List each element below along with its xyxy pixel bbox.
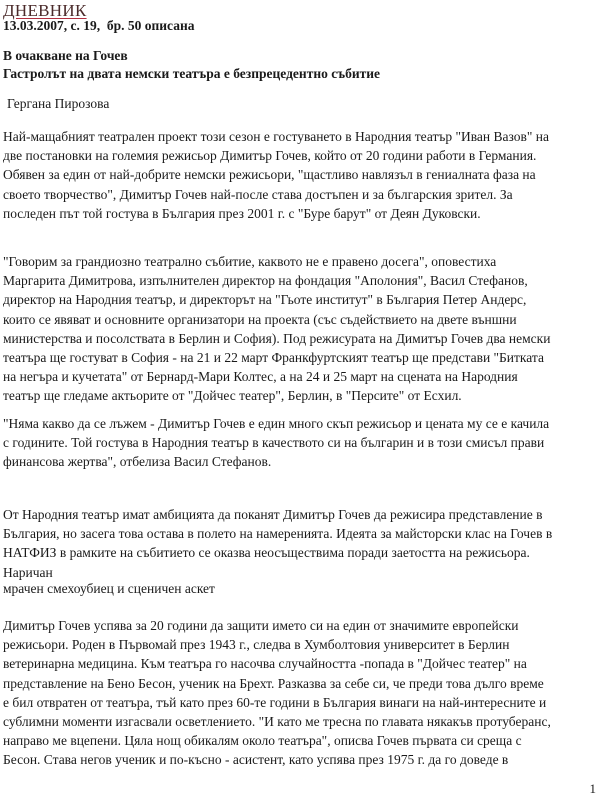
paragraph-5 (3, 616, 597, 770)
paragraph-line: с годините. Той гостува в Народния театър в качеството си на българин и в този смисъл прави (3, 435, 545, 451)
paragraph-line: направо ме вцепени. Цяла нощ обикалям около театъра", описва Гочев първата си среща с (3, 733, 522, 749)
article-subtitle: Гастролът на двата немски театъра е безпрецедентно събитие (3, 66, 381, 81)
section-heading: мрачен смехоубиец и сценичен аскет (3, 581, 215, 596)
paragraph-line: своето творчество", Димитър Гочев най-после става достъпен и за българския зрител. За (3, 186, 513, 202)
paragraph-line: От Народния театър имат амбицията да поканят Димитър Гочев да режисира представление в (3, 507, 543, 522)
paragraph-line: България, но засега това остава в полето на намеренията. Идеята за майсторски клас на Гочев в (3, 526, 553, 542)
paragraph-line: сублимни моменти изгасвали осветлението. "И като ме тресна по главата някакъв протуберанс, (3, 714, 551, 730)
paragraph-line: режисьори. Роден в Първомай през 1943 г., следва в Хумболтовия университет в Берлин (3, 637, 510, 653)
paragraph-line: "Говорим за грандиозно театрално събитие, каквото не е правено досега", оповестиха (3, 254, 497, 269)
paragraph-line: последен път той гостува в България през 2001 г. с "Буре барут" от Деян Дуковски. (3, 205, 481, 221)
paragraph-1 (3, 127, 597, 223)
paragraph-line: които се явяват и основните организатори на проекта (със съдействието на двете външни (3, 311, 517, 327)
paragraph-line: Наричан (3, 564, 53, 580)
article-author: Гергана Пирозова (7, 96, 110, 111)
paragraph-3 (3, 414, 597, 472)
paragraph-line: финансова жертва", отбелиза Васил Стефанов. (3, 454, 272, 470)
paragraph-line: театъра ще гостуват в София - на 21 и 22 март Франкфуртският театър ще представи "Битката (3, 350, 544, 366)
paragraph-line: Бесон. Става негов ученик и по-късно - асистент, като успява през 1975 г. да го доведе в (3, 752, 509, 768)
paragraph-line: представление на Бено Бесон, ученик на Брехт. Разказва за себе си, че преди това дълго време (3, 675, 544, 691)
paragraph-line: Маргарита Димитрова, изпълнителен директор на фондация "Аполония", Васил Стефанов, (3, 273, 528, 289)
source-meta: 13.03.2007, с. 19, бр. 50 описана (3, 18, 195, 33)
paragraph-line: театър ще гледаме актьорите от "Дойчес театер", Берлин, в "Персите" от Есхил. (3, 388, 462, 404)
paragraph-line: на негъра и кучетата" от Бернард-Мари Колтес, а на 24 и 25 март на сцената на Народния (3, 369, 518, 385)
paragraph-line: министерства и посолствата в Берлин и София). Под режисурата на Димитър Гочев два немски (3, 330, 551, 346)
paragraph-line: "Няма какво да се лъжем - Димитър Гочев е един много скъп режисьор и цената му се е качила (3, 416, 550, 431)
paragraph-line: ветеринарна медицина. Към театъра го насочва случайността -попада в "Дойчес театер" на (3, 656, 527, 672)
paragraph-line: Димитър Гочев успява за 20 години да защити името си на един от значимите европейски (3, 618, 519, 633)
source-name[interactable]: ДНЕВНИК (3, 1, 87, 20)
paragraph-line: две постановки на големия режисьор Димитър Гочев, който от 20 години работи в Германия. (3, 148, 537, 164)
paragraph-4 (3, 505, 597, 582)
article-title: В очакване на Гочев (3, 48, 128, 63)
paragraph-line: НАТФИЗ в рамките на събитието се оказва неосъществима поради заетостта на режисьора. (3, 545, 530, 561)
paragraph-line: Обявен за един от най-добрите немски режисьори, "щастливо навлязъл в гениалната фаза на (3, 167, 536, 183)
paragraph-2 (3, 252, 597, 406)
paragraph-line: директор на Народния театър, и директорът на "Гьоте институт" в България Петер Андерс, (3, 292, 527, 308)
paragraph-line: е бил отвратен от театъра, тъй като през 60-те години в България винаги на най-интересните и (3, 694, 547, 710)
page-number: 1 (589, 781, 596, 796)
paragraph-line: Най-мащабният театрален проект този сезон е гостуването в Народния театър "Иван Вазов" на (3, 129, 550, 144)
